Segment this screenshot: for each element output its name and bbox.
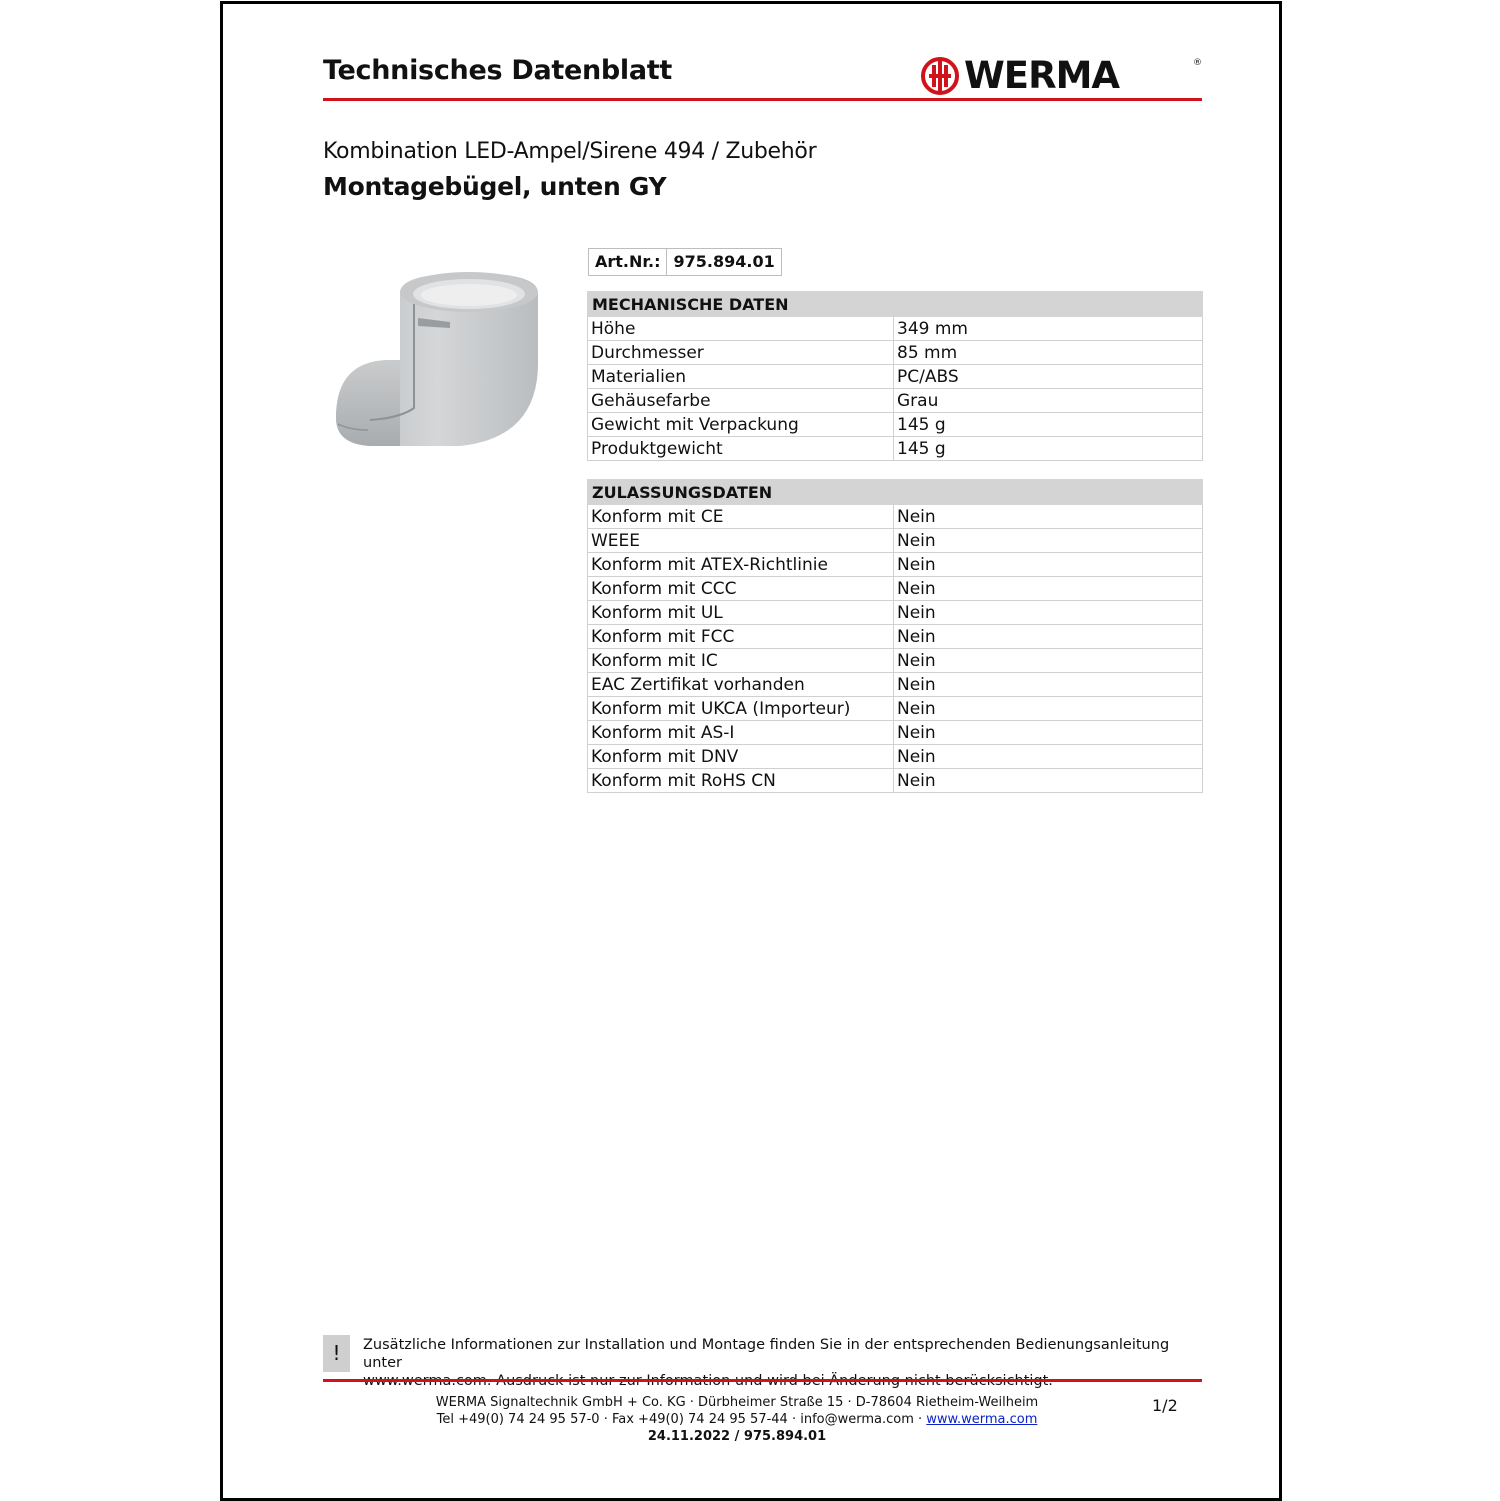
table-row: [588, 341, 1203, 365]
row-value: Nein: [894, 721, 1203, 745]
exclamation-icon: !: [323, 1335, 350, 1372]
row-value: Nein: [894, 577, 1203, 601]
table-row: [588, 389, 1203, 413]
row-key: Konform mit CCC: [588, 577, 894, 601]
row-value: Nein: [894, 649, 1203, 673]
article-number-label: Art.Nr.:: [589, 249, 667, 275]
article-number-box: [588, 248, 782, 276]
werma-logo: [920, 56, 1202, 96]
footer: [323, 1394, 1151, 1445]
row-value: Nein: [894, 505, 1203, 529]
row-value: 349 mm: [894, 317, 1203, 341]
row-key: Konform mit RoHS CN: [588, 769, 894, 793]
row-value: 85 mm: [894, 341, 1203, 365]
row-key: Produktgewicht: [588, 437, 894, 461]
approval-data-heading: ZULASSUNGSDATEN: [588, 480, 1203, 505]
werma-emblem-icon: [920, 56, 960, 96]
row-key: WEEE: [588, 529, 894, 553]
brand-name: WERMA: [964, 54, 1120, 97]
row-key: Konform mit CE: [588, 505, 894, 529]
notice-line-1: Zusätzliche Informationen zur Installation und Montage finden Sie in der entsprechenden Bedienungsanleitung unter: [363, 1337, 1170, 1371]
table-row: [588, 365, 1203, 389]
row-value: Nein: [894, 769, 1203, 793]
table-row: [588, 625, 1203, 649]
row-key: Durchmesser: [588, 341, 894, 365]
row-value: Nein: [894, 601, 1203, 625]
document-title: Technisches Datenblatt: [323, 55, 673, 86]
approval-data-table: [587, 479, 1203, 793]
row-value: PC/ABS: [894, 365, 1203, 389]
website-link[interactable]: www.werma.com: [926, 1412, 1038, 1427]
mechanical-data-table: [587, 291, 1203, 461]
table-row: [588, 745, 1203, 769]
row-value: Grau: [894, 389, 1203, 413]
table-row: [588, 601, 1203, 625]
row-key: Konform mit DNV: [588, 745, 894, 769]
footer-rule: [323, 1379, 1202, 1382]
row-key: Gehäusefarbe: [588, 389, 894, 413]
row-value: 145 g: [894, 413, 1203, 437]
footer-address: WERMA Signaltechnik GmbH + Co. KG · Dürbheimer Straße 15 · D-78604 Rietheim-Weilheim: [435, 1395, 1039, 1410]
table-row: [588, 529, 1203, 553]
row-key: Konform mit ATEX-Richtlinie: [588, 553, 894, 577]
table-row: [588, 317, 1203, 341]
row-value: Nein: [894, 697, 1203, 721]
row-key: Konform mit FCC: [588, 625, 894, 649]
table-row: [588, 649, 1203, 673]
header-rule: [323, 98, 1202, 101]
table-row: [588, 437, 1203, 461]
product-image: [330, 268, 545, 458]
row-key: Konform mit AS-I: [588, 721, 894, 745]
row-key: EAC Zertifikat vorhanden: [588, 673, 894, 697]
footer-contact: [323, 1411, 1151, 1428]
article-number-value: 975.894.01: [673, 252, 775, 271]
table-row: [588, 769, 1203, 793]
row-key: Konform mit UKCA (Importeur): [588, 697, 894, 721]
table-row: [588, 553, 1203, 577]
footer-contact-text: Tel +49(0) 74 24 95 57-0 · Fax +49(0) 74 24 95 57-44 · info@werma.com ·: [436, 1412, 927, 1427]
page-number: 1/2: [1152, 1396, 1178, 1415]
product-name: Montagebügel, unten GY: [323, 172, 667, 201]
registered-mark: ®: [1193, 58, 1202, 68]
table-row: [588, 413, 1203, 437]
row-value: 145 g: [894, 437, 1203, 461]
row-key: Höhe: [588, 317, 894, 341]
table-row: [588, 721, 1203, 745]
row-value: Nein: [894, 553, 1203, 577]
mechanical-data-heading: MECHANISCHE DATEN: [588, 292, 1203, 317]
row-key: Materialien: [588, 365, 894, 389]
table-row: [588, 505, 1203, 529]
row-value: Nein: [894, 529, 1203, 553]
product-subtitle: Kombination LED-Ampel/Sirene 494 / Zubehör: [323, 139, 817, 164]
print-date-article: 24.11.2022 / 975.894.01: [647, 1429, 827, 1444]
row-value: Nein: [894, 673, 1203, 697]
row-value: Nein: [894, 625, 1203, 649]
table-row: [588, 577, 1203, 601]
table-row: [588, 673, 1203, 697]
row-key: Gewicht mit Verpackung: [588, 413, 894, 437]
table-row: [588, 697, 1203, 721]
row-key: Konform mit IC: [588, 649, 894, 673]
row-value: Nein: [894, 745, 1203, 769]
row-key: Konform mit UL: [588, 601, 894, 625]
